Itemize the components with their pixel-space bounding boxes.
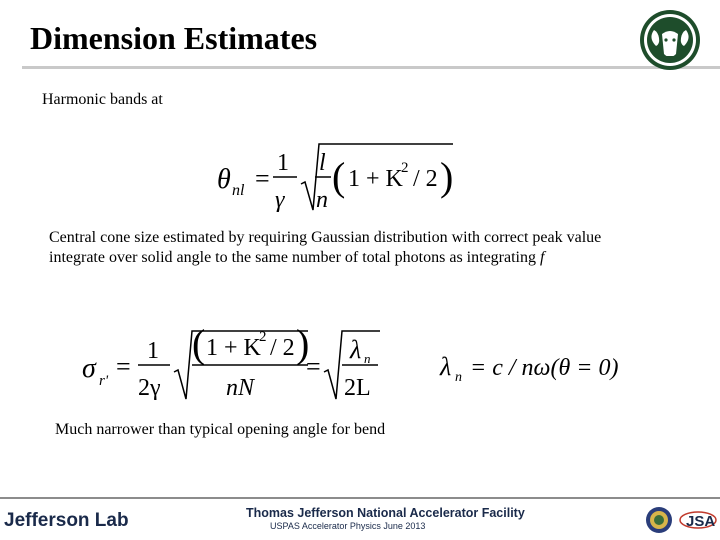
equation-wavelength [438, 345, 628, 385]
harmonic-bands-text: Harmonic bands at [42, 91, 163, 108]
eq1-square: 2 [401, 160, 409, 176]
equation-central-cone-size [80, 325, 390, 405]
eq1-theta-sub: nl [232, 182, 245, 199]
jefferson-lab-logo: Jefferson Lab [4, 510, 129, 531]
eq1-theta: θ [217, 164, 231, 195]
svg-text:): ) [440, 154, 454, 199]
slide-title: Dimension Estimates [30, 20, 318, 56]
eq2-over-two: / 2 [270, 335, 295, 361]
facility-name: Thomas Jefferson National Accelerator Facility [246, 506, 525, 520]
central-cone-text-line2 [49, 248, 544, 268]
narrower-text: Much narrower than typical opening angle for bend [55, 421, 386, 438]
svg-text:(: ( [192, 325, 206, 366]
eq3-rhs: = c / nω(θ = 0) [470, 355, 619, 381]
eq2-equals: = [116, 352, 131, 381]
eq3-lambda-sub: n [455, 370, 462, 385]
eq2-two-L: 2L [344, 375, 371, 401]
svg-text:): ) [296, 325, 310, 366]
eq2-square: 2 [259, 329, 267, 345]
eq1-gamma: γ [275, 187, 285, 213]
central-cone-text-line2-body: integrate over solid angle to the same number of total photons as integrating [49, 249, 540, 266]
eq2-nN: nN [226, 375, 255, 401]
title-divider [22, 66, 720, 69]
eq1-l: l [319, 150, 326, 176]
eq1-equals: = [255, 164, 270, 193]
course-footer: USPAS Accelerator Physics June 2013 [270, 521, 426, 531]
eq1-bracket-body: 1 + K [348, 166, 403, 192]
eq2-lambda-sub: n [364, 351, 371, 366]
eq2-one: 1 [147, 338, 159, 364]
doe-seal-icon [645, 506, 673, 534]
eq2-sigma: σ [82, 353, 96, 384]
central-cone-text-line2-f: f [539, 249, 545, 266]
eq2-two-gamma: 2γ [138, 375, 161, 401]
central-cone-text-line1: Central cone size estimated by requiring Gaussian distribution with correct peak value [49, 229, 602, 246]
eq1-over-two: / 2 [413, 166, 438, 192]
eq1-one: 1 [277, 150, 289, 176]
eq3-lambda: λ [440, 352, 452, 381]
csu-ram-logo [634, 8, 706, 72]
eq2-bracket-body: 1 + K [206, 335, 261, 361]
jsa-logo-text: JSA [686, 513, 716, 530]
eq2-equals-2: = [306, 352, 321, 381]
eq1-n: n [316, 187, 328, 213]
footer-divider [0, 497, 720, 499]
equation-harmonic-angle [215, 140, 455, 215]
eq2-sigma-sub: r' [99, 373, 109, 389]
svg-text:(: ( [332, 154, 346, 199]
eq2-lambda: λ [350, 335, 362, 364]
jsa-logo [678, 506, 718, 534]
